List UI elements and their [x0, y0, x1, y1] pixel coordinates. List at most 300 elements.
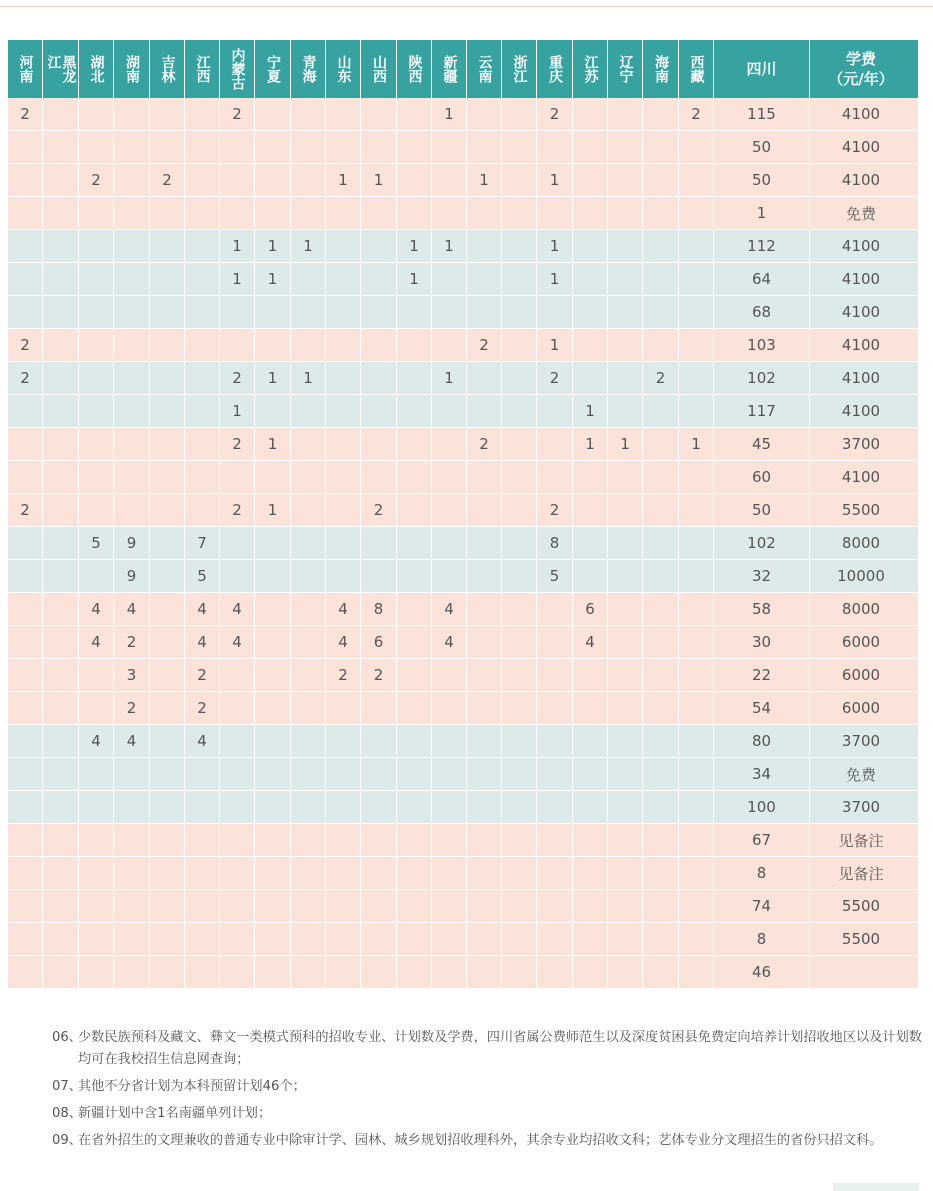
table-cell: 4: [185, 725, 220, 757]
table-cell: [255, 791, 291, 823]
table-cell: [502, 758, 537, 790]
table-cell: 1: [537, 329, 573, 361]
table-cell: 6: [361, 626, 397, 658]
table-cell: [8, 131, 43, 163]
table-cell: [643, 428, 679, 460]
table-cell: [679, 197, 714, 229]
table-cell: [79, 263, 114, 295]
table-cell: [114, 461, 150, 493]
table-cell: [608, 857, 643, 889]
table-cell: 102: [714, 527, 810, 559]
table-cell: [361, 923, 397, 955]
table-cell: [185, 956, 220, 988]
table-cell: [608, 692, 643, 724]
table-cell: 60: [714, 461, 810, 493]
table-cell: [220, 560, 255, 592]
table-cell: [679, 560, 714, 592]
table-cell: [573, 725, 608, 757]
table-cell: [573, 791, 608, 823]
table-cell: [573, 857, 608, 889]
table-cell: 4: [114, 725, 150, 757]
table-cell: [573, 164, 608, 196]
table-body: [8, 98, 918, 989]
table-cell: [43, 131, 79, 163]
table-cell: [502, 329, 537, 361]
table-cell: [114, 131, 150, 163]
table-cell: [43, 164, 79, 196]
table-row: [8, 296, 918, 329]
table-cell: [43, 230, 79, 262]
table-cell: [573, 296, 608, 328]
table-cell: [150, 428, 185, 460]
table-cell: [291, 329, 326, 361]
table-cell: [502, 263, 537, 295]
header-cell: [502, 40, 537, 98]
table-cell: 4100: [841, 336, 881, 354]
header-label: 湖南: [124, 55, 140, 83]
table-cell: 2: [220, 362, 255, 394]
table-cell: [573, 560, 608, 592]
table-cell: [79, 98, 114, 130]
table-cell: [643, 164, 679, 196]
table-cell: [397, 791, 432, 823]
table-cell: 1: [291, 362, 326, 394]
table-cell: [573, 329, 608, 361]
table-cell: [114, 395, 150, 427]
table-cell: [8, 230, 43, 262]
table-cell: [467, 725, 502, 757]
table-cell: 1: [537, 164, 573, 196]
table-cell: 9: [114, 560, 150, 592]
table-cell: 1: [220, 230, 255, 262]
table-cell: [432, 296, 467, 328]
table-cell: 3700: [841, 798, 881, 816]
header-cell: [397, 40, 432, 98]
table-cell: [537, 296, 573, 328]
table-cell: [43, 395, 79, 427]
table-cell: [43, 857, 79, 889]
table-cell: [361, 428, 397, 460]
table-cell: [397, 593, 432, 625]
table-header-row: [8, 40, 918, 98]
table-cell: [679, 923, 714, 955]
table-cell: [8, 593, 43, 625]
table-cell: 1: [432, 230, 467, 262]
table-cell: 见备注: [838, 831, 884, 850]
table-cell: 4100: [841, 402, 881, 420]
table-cell: [537, 659, 573, 691]
table-cell: 8: [537, 527, 573, 559]
table-cell: [467, 692, 502, 724]
table-cell: [8, 263, 43, 295]
enrollment-plan-table: [8, 40, 918, 989]
table-cell: [537, 461, 573, 493]
table-cell: [679, 791, 714, 823]
table-cell: [502, 692, 537, 724]
table-cell: 80: [714, 725, 810, 757]
table-cell: [79, 395, 114, 427]
table-cell: [643, 758, 679, 790]
table-cell: [291, 956, 326, 988]
note-number: 06、: [52, 1030, 82, 1045]
table-cell: [114, 857, 150, 889]
table-cell: [608, 758, 643, 790]
table-cell: [432, 824, 467, 856]
table-cell: 1: [255, 263, 291, 295]
table-row: [8, 494, 918, 527]
table-cell: [397, 362, 432, 394]
table-cell: [291, 725, 326, 757]
table-cell: [537, 890, 573, 922]
table-cell: [150, 956, 185, 988]
table-row: [8, 593, 918, 626]
table-cell: [608, 395, 643, 427]
header-label: 山西: [371, 55, 387, 83]
table-cell: [432, 428, 467, 460]
table-cell: [502, 527, 537, 559]
table-cell: [8, 461, 43, 493]
table-cell: [361, 461, 397, 493]
table-cell: [608, 197, 643, 229]
table-cell: [467, 956, 502, 988]
table-cell: [679, 395, 714, 427]
table-cell: [291, 164, 326, 196]
table-cell: [43, 461, 79, 493]
table-cell: [255, 758, 291, 790]
table-cell: [326, 560, 361, 592]
table-cell: [432, 131, 467, 163]
header-label: 新疆: [441, 55, 458, 83]
table-cell: [43, 725, 79, 757]
table-cell: [326, 725, 361, 757]
table-cell: [185, 857, 220, 889]
table-cell: 2: [643, 362, 679, 394]
table-cell: [502, 725, 537, 757]
table-cell: [502, 824, 537, 856]
table-cell: [502, 131, 537, 163]
table-cell: [255, 560, 291, 592]
table-cell: [185, 791, 220, 823]
table-cell: [255, 857, 291, 889]
table-cell: [43, 560, 79, 592]
table-cell: 5: [537, 560, 573, 592]
note-item: [52, 1130, 924, 1152]
table-cell: [150, 197, 185, 229]
table-cell: 2: [537, 98, 573, 130]
table-cell: [397, 725, 432, 757]
table-cell: [502, 197, 537, 229]
table-cell: [79, 890, 114, 922]
table-cell: 8: [361, 593, 397, 625]
table-cell: [502, 626, 537, 658]
table-cell: [643, 527, 679, 559]
table-cell: 5: [79, 527, 114, 559]
table-cell: 4: [432, 593, 467, 625]
table-cell: [679, 890, 714, 922]
table-cell: 2: [220, 428, 255, 460]
table-cell: [150, 758, 185, 790]
table-cell: [397, 461, 432, 493]
table-cell: [608, 362, 643, 394]
table-cell: [150, 494, 185, 526]
table-cell: [397, 329, 432, 361]
table-cell: 50: [714, 494, 810, 526]
table-cell: [467, 560, 502, 592]
table-cell: [502, 890, 537, 922]
table-cell: [643, 131, 679, 163]
table-cell: [8, 197, 43, 229]
table-cell: 2: [8, 494, 43, 526]
table-cell: 4100: [841, 303, 881, 321]
table-cell: [502, 593, 537, 625]
table-cell: [537, 956, 573, 988]
table-cell: [291, 131, 326, 163]
table-cell: 3700: [841, 435, 881, 453]
table-cell: [679, 593, 714, 625]
table-row: [8, 98, 918, 131]
table-cell: [43, 956, 79, 988]
table-cell: [608, 725, 643, 757]
table-cell: [467, 857, 502, 889]
table-cell: [537, 428, 573, 460]
table-cell: [573, 923, 608, 955]
table-cell: [397, 428, 432, 460]
table-cell: 58: [714, 593, 810, 625]
table-cell: [43, 890, 79, 922]
table-cell: 8: [714, 923, 810, 955]
table-cell: [8, 296, 43, 328]
table-cell: 2: [361, 659, 397, 691]
table-cell: [8, 659, 43, 691]
header-label: 江: [45, 55, 62, 69]
table-cell: [573, 890, 608, 922]
note-number: 09、: [52, 1133, 82, 1148]
table-cell: [114, 890, 150, 922]
table-cell: [432, 461, 467, 493]
table-cell: [8, 956, 43, 988]
table-cell: [8, 560, 43, 592]
table-cell: [220, 296, 255, 328]
table-cell: 2: [220, 494, 255, 526]
table-cell: 2: [467, 329, 502, 361]
table-cell: 1: [291, 230, 326, 262]
table-cell: [150, 362, 185, 394]
header-cell: [537, 40, 573, 98]
table-cell: [326, 956, 361, 988]
table-cell: 1: [573, 395, 608, 427]
table-cell: [537, 626, 573, 658]
table-cell: [43, 791, 79, 823]
table-cell: [643, 329, 679, 361]
table-cell: [291, 527, 326, 559]
table-cell: [326, 527, 361, 559]
table-cell: [679, 296, 714, 328]
table-cell: [679, 461, 714, 493]
corner-decoration: [833, 1183, 919, 1191]
table-cell: [361, 263, 397, 295]
table-cell: [326, 923, 361, 955]
table-cell: [432, 890, 467, 922]
table-cell: [467, 98, 502, 130]
table-cell: 2: [114, 692, 150, 724]
table-cell: 1: [432, 362, 467, 394]
table-cell: 1: [361, 164, 397, 196]
table-cell: [8, 692, 43, 724]
table-cell: [291, 461, 326, 493]
table-cell: [220, 857, 255, 889]
table-cell: [397, 527, 432, 559]
table-cell: [432, 263, 467, 295]
table-cell: [608, 164, 643, 196]
table-cell: [326, 197, 361, 229]
table-cell: 2: [537, 494, 573, 526]
table-cell: [220, 923, 255, 955]
table-cell: [220, 329, 255, 361]
table-row: [8, 626, 918, 659]
table-cell: [432, 494, 467, 526]
table-cell: [467, 494, 502, 526]
table-cell: 见备注: [838, 864, 884, 883]
table-cell: [397, 890, 432, 922]
table-cell: [573, 824, 608, 856]
table-cell: [326, 824, 361, 856]
table-row: [8, 395, 918, 428]
table-cell: [643, 824, 679, 856]
header-cell: [608, 40, 643, 98]
header-cell: [643, 40, 679, 98]
table-cell: 68: [714, 296, 810, 328]
table-cell: [467, 461, 502, 493]
table-cell: 1: [432, 98, 467, 130]
table-row: [8, 857, 918, 890]
table-row: [8, 197, 918, 230]
table-cell: [643, 560, 679, 592]
table-cell: [291, 296, 326, 328]
table-cell: [502, 395, 537, 427]
header-cell: [255, 40, 291, 98]
table-cell: [255, 98, 291, 130]
table-cell: 6000: [841, 633, 881, 651]
table-row: [8, 890, 918, 923]
table-cell: [397, 164, 432, 196]
header-label: 江苏: [582, 55, 599, 83]
table-cell: 7: [185, 527, 220, 559]
header-cell: [573, 40, 608, 98]
table-cell: [326, 329, 361, 361]
table-cell: 1: [255, 494, 291, 526]
header-label: 黑龙: [60, 55, 77, 83]
header-label: 吉林: [159, 55, 176, 83]
header-label: 陕西: [406, 55, 423, 83]
table-cell: 4: [185, 626, 220, 658]
table-cell: [326, 230, 361, 262]
table-cell: 4100: [841, 369, 881, 387]
table-cell: [643, 692, 679, 724]
table-cell: [432, 560, 467, 592]
table-cell: [220, 692, 255, 724]
table-cell: 4: [79, 725, 114, 757]
table-cell: [326, 263, 361, 295]
table-cell: [43, 197, 79, 229]
table-cell: [326, 857, 361, 889]
table-row: [8, 824, 918, 857]
table-cell: [608, 659, 643, 691]
table-row: [8, 560, 918, 593]
table-cell: 1: [220, 263, 255, 295]
table-cell: [43, 692, 79, 724]
table-cell: [43, 362, 79, 394]
table-cell: 9: [114, 527, 150, 559]
table-cell: [255, 923, 291, 955]
table-cell: 1: [255, 428, 291, 460]
header-label: 江西: [194, 55, 211, 83]
table-cell: [608, 494, 643, 526]
table-cell: [150, 890, 185, 922]
table-cell: [467, 527, 502, 559]
header-label: 宁夏: [265, 55, 281, 83]
table-cell: [114, 956, 150, 988]
table-cell: 50: [714, 131, 810, 163]
table-cell: [291, 758, 326, 790]
table-cell: [291, 494, 326, 526]
table-cell: 2: [150, 164, 185, 196]
table-cell: [79, 461, 114, 493]
table-cell: 50: [714, 164, 810, 196]
table-cell: [185, 263, 220, 295]
table-cell: [79, 230, 114, 262]
table-cell: 1: [608, 428, 643, 460]
header-label: 青海: [300, 55, 317, 83]
table-cell: [432, 527, 467, 559]
table-row: [8, 659, 918, 692]
table-cell: 2: [361, 494, 397, 526]
table-cell: [608, 593, 643, 625]
table-cell: [608, 560, 643, 592]
table-cell: [679, 692, 714, 724]
header-label: 山东: [335, 55, 352, 83]
table-cell: [79, 758, 114, 790]
table-cell: [291, 197, 326, 229]
header-label: 云南: [476, 55, 493, 83]
table-cell: [643, 197, 679, 229]
table-cell: [220, 725, 255, 757]
table-cell: [79, 560, 114, 592]
table-cell: [361, 98, 397, 130]
table-cell: [220, 956, 255, 988]
table-cell: [397, 296, 432, 328]
table-cell: [679, 626, 714, 658]
table-cell: [643, 956, 679, 988]
table-cell: [114, 98, 150, 130]
table-cell: 2: [537, 362, 573, 394]
table-cell: [150, 329, 185, 361]
note-text: 其他不分省计划为本科预留计划46个；: [78, 1079, 306, 1094]
note-number: 07、: [52, 1079, 82, 1094]
table-cell: [43, 329, 79, 361]
table-cell: [467, 659, 502, 691]
note-item: [52, 1103, 924, 1125]
table-cell: [397, 626, 432, 658]
table-cell: [573, 230, 608, 262]
table-cell: [608, 296, 643, 328]
header-label: 湖北: [88, 55, 105, 83]
table-cell: [220, 461, 255, 493]
table-cell: [432, 956, 467, 988]
table-cell: [185, 428, 220, 460]
table-cell: [255, 626, 291, 658]
table-cell: 30: [714, 626, 810, 658]
table-cell: 4: [573, 626, 608, 658]
